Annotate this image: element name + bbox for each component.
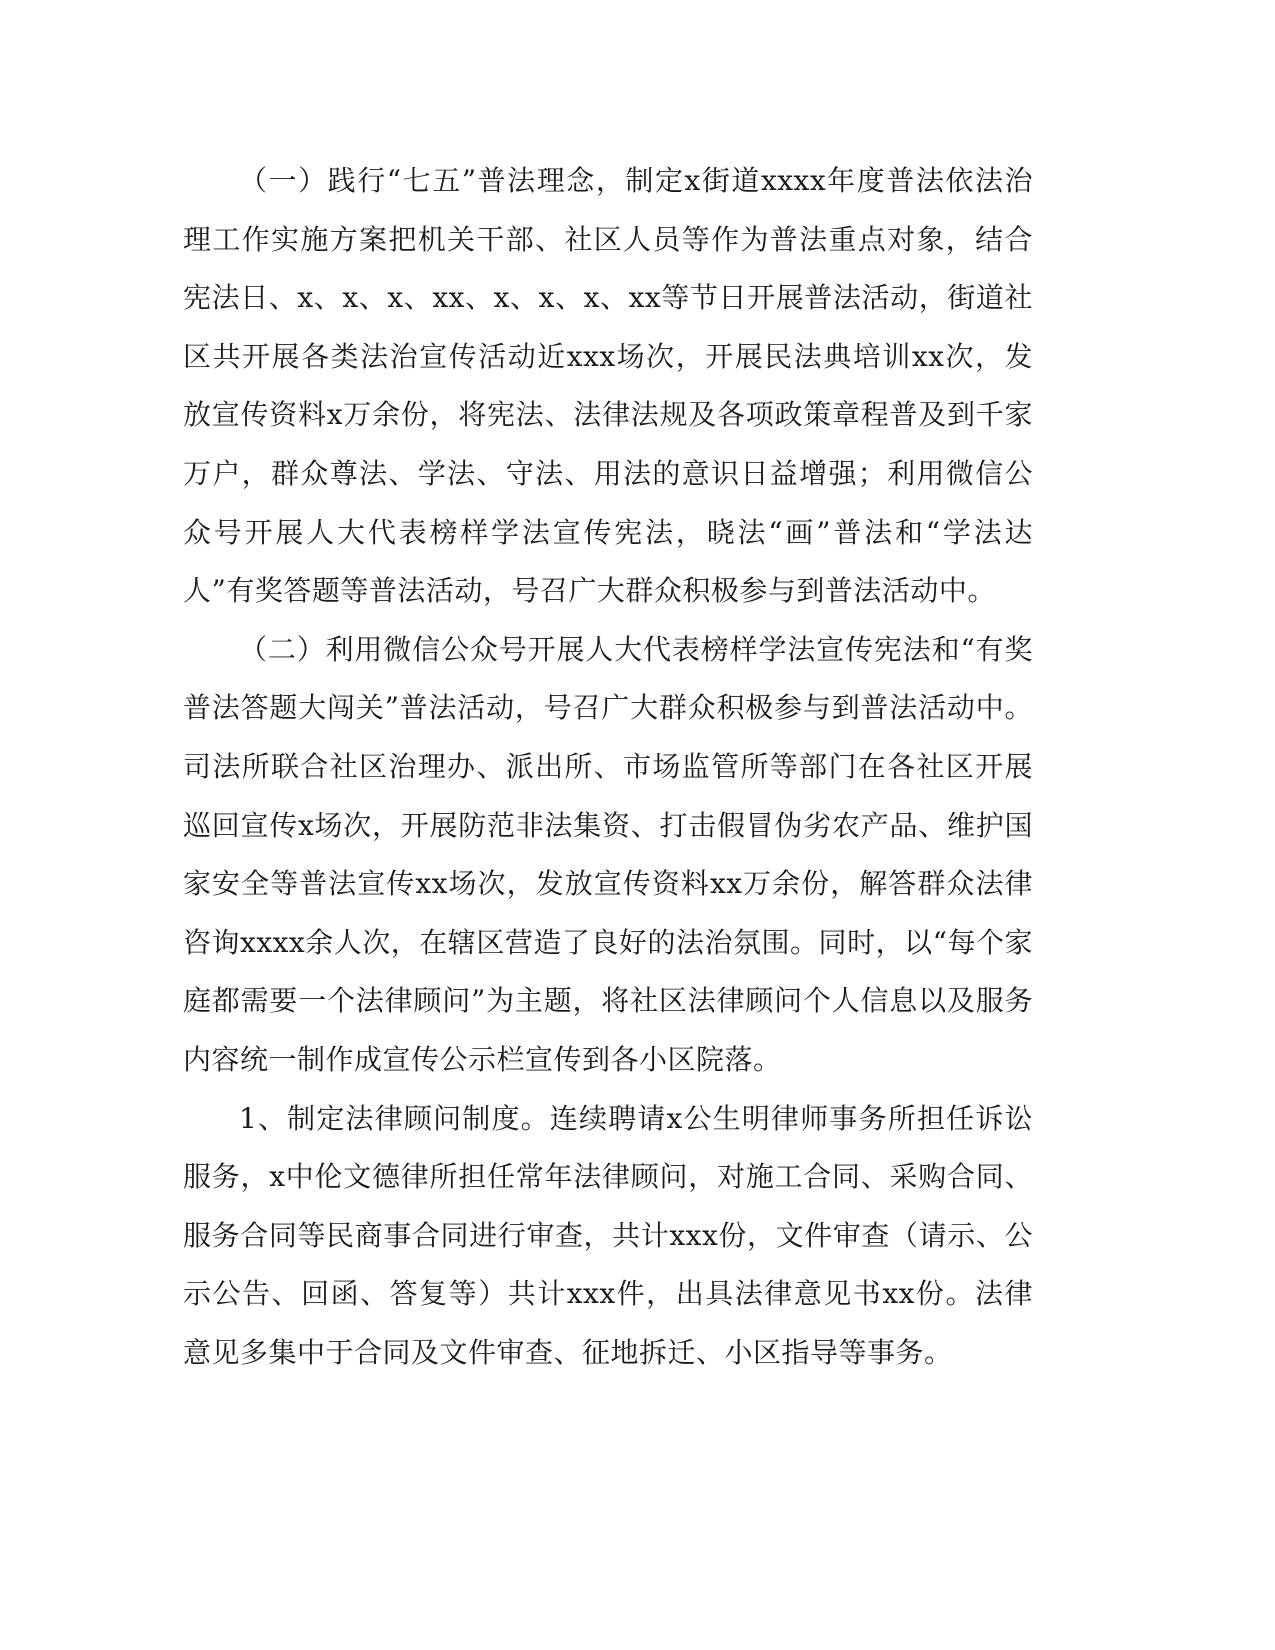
paragraph-1: （一）践行“七五”普法理念，制定x街道xxxx年度普法依法治理工作实施方案把机关干部、社区人员等作为普法重点对象，结合宪法日、x、x、x、xx、x、x、x、xx等节日开展普法活动，街道社区共开展各类法治宣传活动近xxx场次，开展民法典培训xx次，发放宣传资料x万余份，将宪法、法律法规及各项政策章程普及到千家万户，群众尊法、学法、守法、用法的意识日益增强；利用微信公众号开展人大代表榜样学法宣传宪法，晓法“画”普法和“学法达人”有奖答题等普法活动，号召广大群众积极参与到普法活动中。 <box>183 164 1033 608</box>
paragraph-2: （二）利用微信公众号开展人大代表榜样学法宣传宪法和“有奖普法答题大闯关”普法活动，号召广大群众积极参与到普法活动中。司法所联合社区治理办、派出所、市场监管所等部门在各社区开展巡回宣传x场次，开展防范非法集资、打击假冒伪劣农产品、维护国家安全等普法宣传xx场次，发放宣传资料xx万余份，解答群众法律咨询xxxx余人次，在辖区营造了良好的法治氛围。同时，以“每个家庭都需要一个法律顾问”为主题，将社区法律顾问个人信息以及服务内容统一制作成宣传公示栏宣传到各小区院落。 <box>183 632 1033 1076</box>
paragraph-3: 1、制定法律顾问制度。连续聘请x公生明律师事务所担任诉讼服务，x中伦文德律所担任常年法律顾问，对施工合同、采购合同、服务合同等民商事合同进行审查，共计xxx份，文件审查（请示、公示公告、回函、答复等）共计xxx件，出具法律意见书xx份。法律意见多集中于合同及文件审查、征地拆迁、小区指导等事务。 <box>183 1101 1033 1369</box>
document-body <box>183 152 1033 1382</box>
